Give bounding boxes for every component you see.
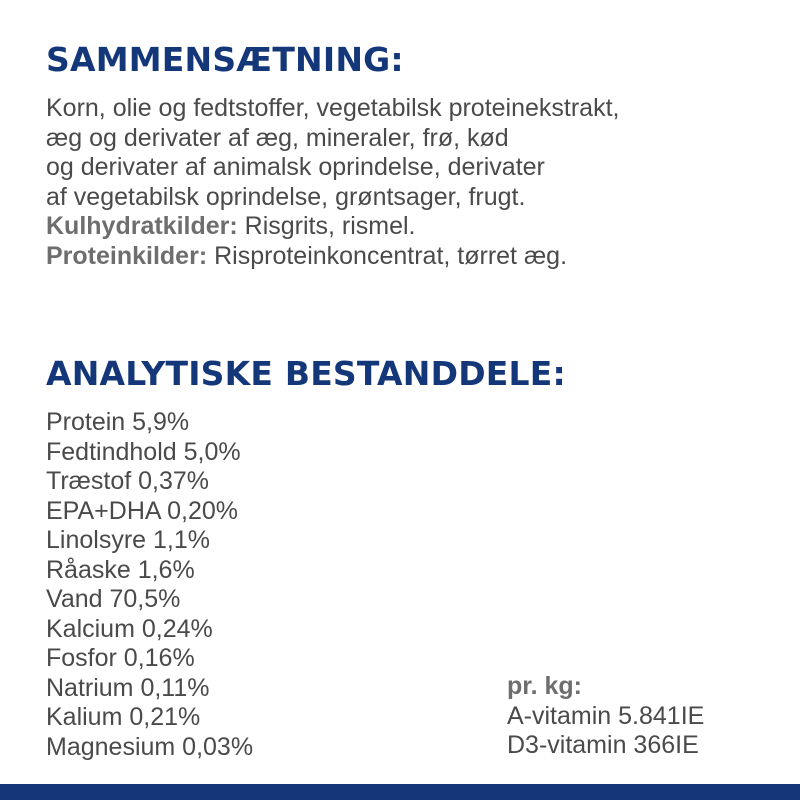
analytics-item: Natrium 0,11%: [46, 673, 210, 702]
analytics-item: Vand 70,5%: [46, 585, 181, 613]
composition-line: og derivater af animalsk oprindelse, derivater: [46, 153, 545, 181]
analytics-item: Magnesium 0,03%: [46, 732, 254, 761]
analytics-item: EPA+DHA 0,20%: [46, 496, 239, 525]
analytics-item: Fosfor 0,16%: [46, 644, 195, 672]
protein-sources-value: Risproteinkoncentrat, tørret æg.: [207, 241, 568, 270]
bottom-bar: [0, 784, 800, 800]
analytics-item: Råaske 1,6%: [46, 555, 195, 584]
protein-sources-label: Proteinkilder:: [46, 241, 208, 270]
per-kg-label: pr. kg:: [507, 672, 583, 700]
analytics-heading: ANALYTISKE BESTANDDELE:: [46, 354, 566, 393]
carb-sources-label: Kulhydratkilder:: [46, 212, 238, 240]
composition-heading: SAMMENSÆTNING:: [46, 40, 404, 79]
per-kg-item: A-vitamin 5.841IE: [507, 701, 705, 730]
composition-line: Korn, olie og fedtstoffer, vegetabilsk proteinekstrakt,: [46, 94, 620, 122]
analytics-item: Kalium 0,21%: [46, 703, 201, 731]
composition-line: æg og derivater af æg, mineraler, frø, kød: [46, 123, 509, 152]
analytics-item: Protein 5,9%: [46, 408, 190, 436]
protein-sources: [46, 242, 786, 272]
analytics-item: Linolsyre 1,1%: [46, 526, 210, 554]
analytics-list: [46, 408, 253, 762]
analytics-item: Kalcium 0,24%: [46, 614, 213, 643]
carb-sources: [46, 212, 786, 242]
per-kg-item: D3-vitamin 366IE: [507, 731, 699, 759]
analytics-item: Træstof 0,37%: [46, 467, 210, 495]
composition-text: [46, 94, 786, 271]
carb-sources-value: Risgrits, rismel.: [237, 212, 416, 240]
analytics-item: Fedtindhold 5,0%: [46, 437, 241, 466]
composition-line: af vegetabilsk oprindelse, grøntsager, frugt.: [46, 182, 526, 211]
per-kg-block: [507, 672, 704, 761]
